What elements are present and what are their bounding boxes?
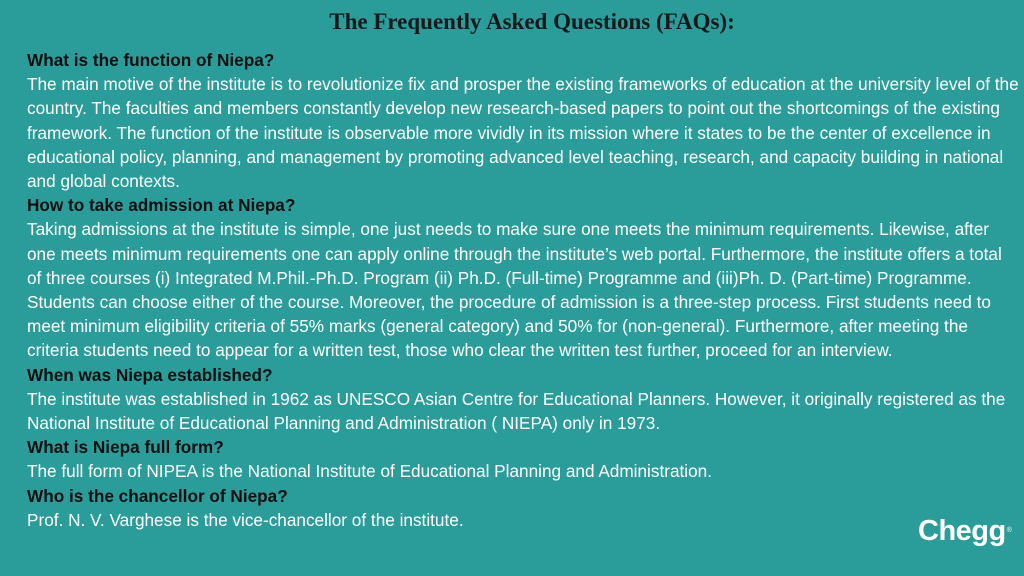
faq-answer-4: The full form of NIPEA is the National Institute of Educational Planning and Administration. (27, 461, 713, 482)
page-title: The Frequently Asked Questions (FAQs): (329, 9, 735, 34)
faq-question-5: Who is the chancellor of Niepa? (27, 485, 288, 506)
chegg-logo-text: Chegg (918, 515, 1006, 547)
registered-mark: ® (1006, 527, 1012, 534)
faq-question-3: When was Niepa established? (27, 364, 273, 385)
faq-list (27, 48, 1019, 532)
faq-answer-2: Taking admissions at the institute is simple, one just needs to make sure one meets the minimum requirements. Likewise, after one meets minimum requirements one can apply online through the institute’s web portal. Furthermore, the institute offers a total of three courses (i) Integrated M.Phil.-Ph.D. Program (ii) Ph.D. (Full-time) Programme and (iii)Ph. D. (Part-time) Programme. Students can choose either of the course. Moreover, the procedure of admission is a three-step process. First students need to meet minimum eligibility criteria of 55% marks (general category) and 50% for (non-general). Furthermore, after meeting the criteria students need to appear for a written test, those who clear the written test further, proceed for an interview. (27, 219, 1002, 361)
faq-question-1: What is the function of Niepa? (27, 50, 275, 70)
faq-question-2: How to take admission at Niepa? (27, 195, 296, 216)
faq-question-4: What is Niepa full form? (27, 437, 224, 458)
chegg-logo (918, 514, 1011, 548)
faq-answer-1: The main motive of the institute is to revolutionize fix and prosper the existing frameworks of education at the university level of the country. The faculties and members constantly develop new research-based papers to point out the shortcomings of the existing framework. The function of the institute is observable more vividly in its mission where it states to be the center of excellence in educational policy, planning, and management by promoting advanced level teaching, research, and capacity building in national and global contexts. (27, 74, 1019, 192)
faq-answer-5: Prof. N. V. Varghese is the vice-chancellor of the institute. (27, 509, 464, 530)
faq-answer-3: The institute was established in 1962 as UNESCO Asian Centre for Educational Planners. However, it originally registered as the National Institute of Educational Planning and Administration ( NIEPA) only in 1973. (27, 388, 1006, 434)
